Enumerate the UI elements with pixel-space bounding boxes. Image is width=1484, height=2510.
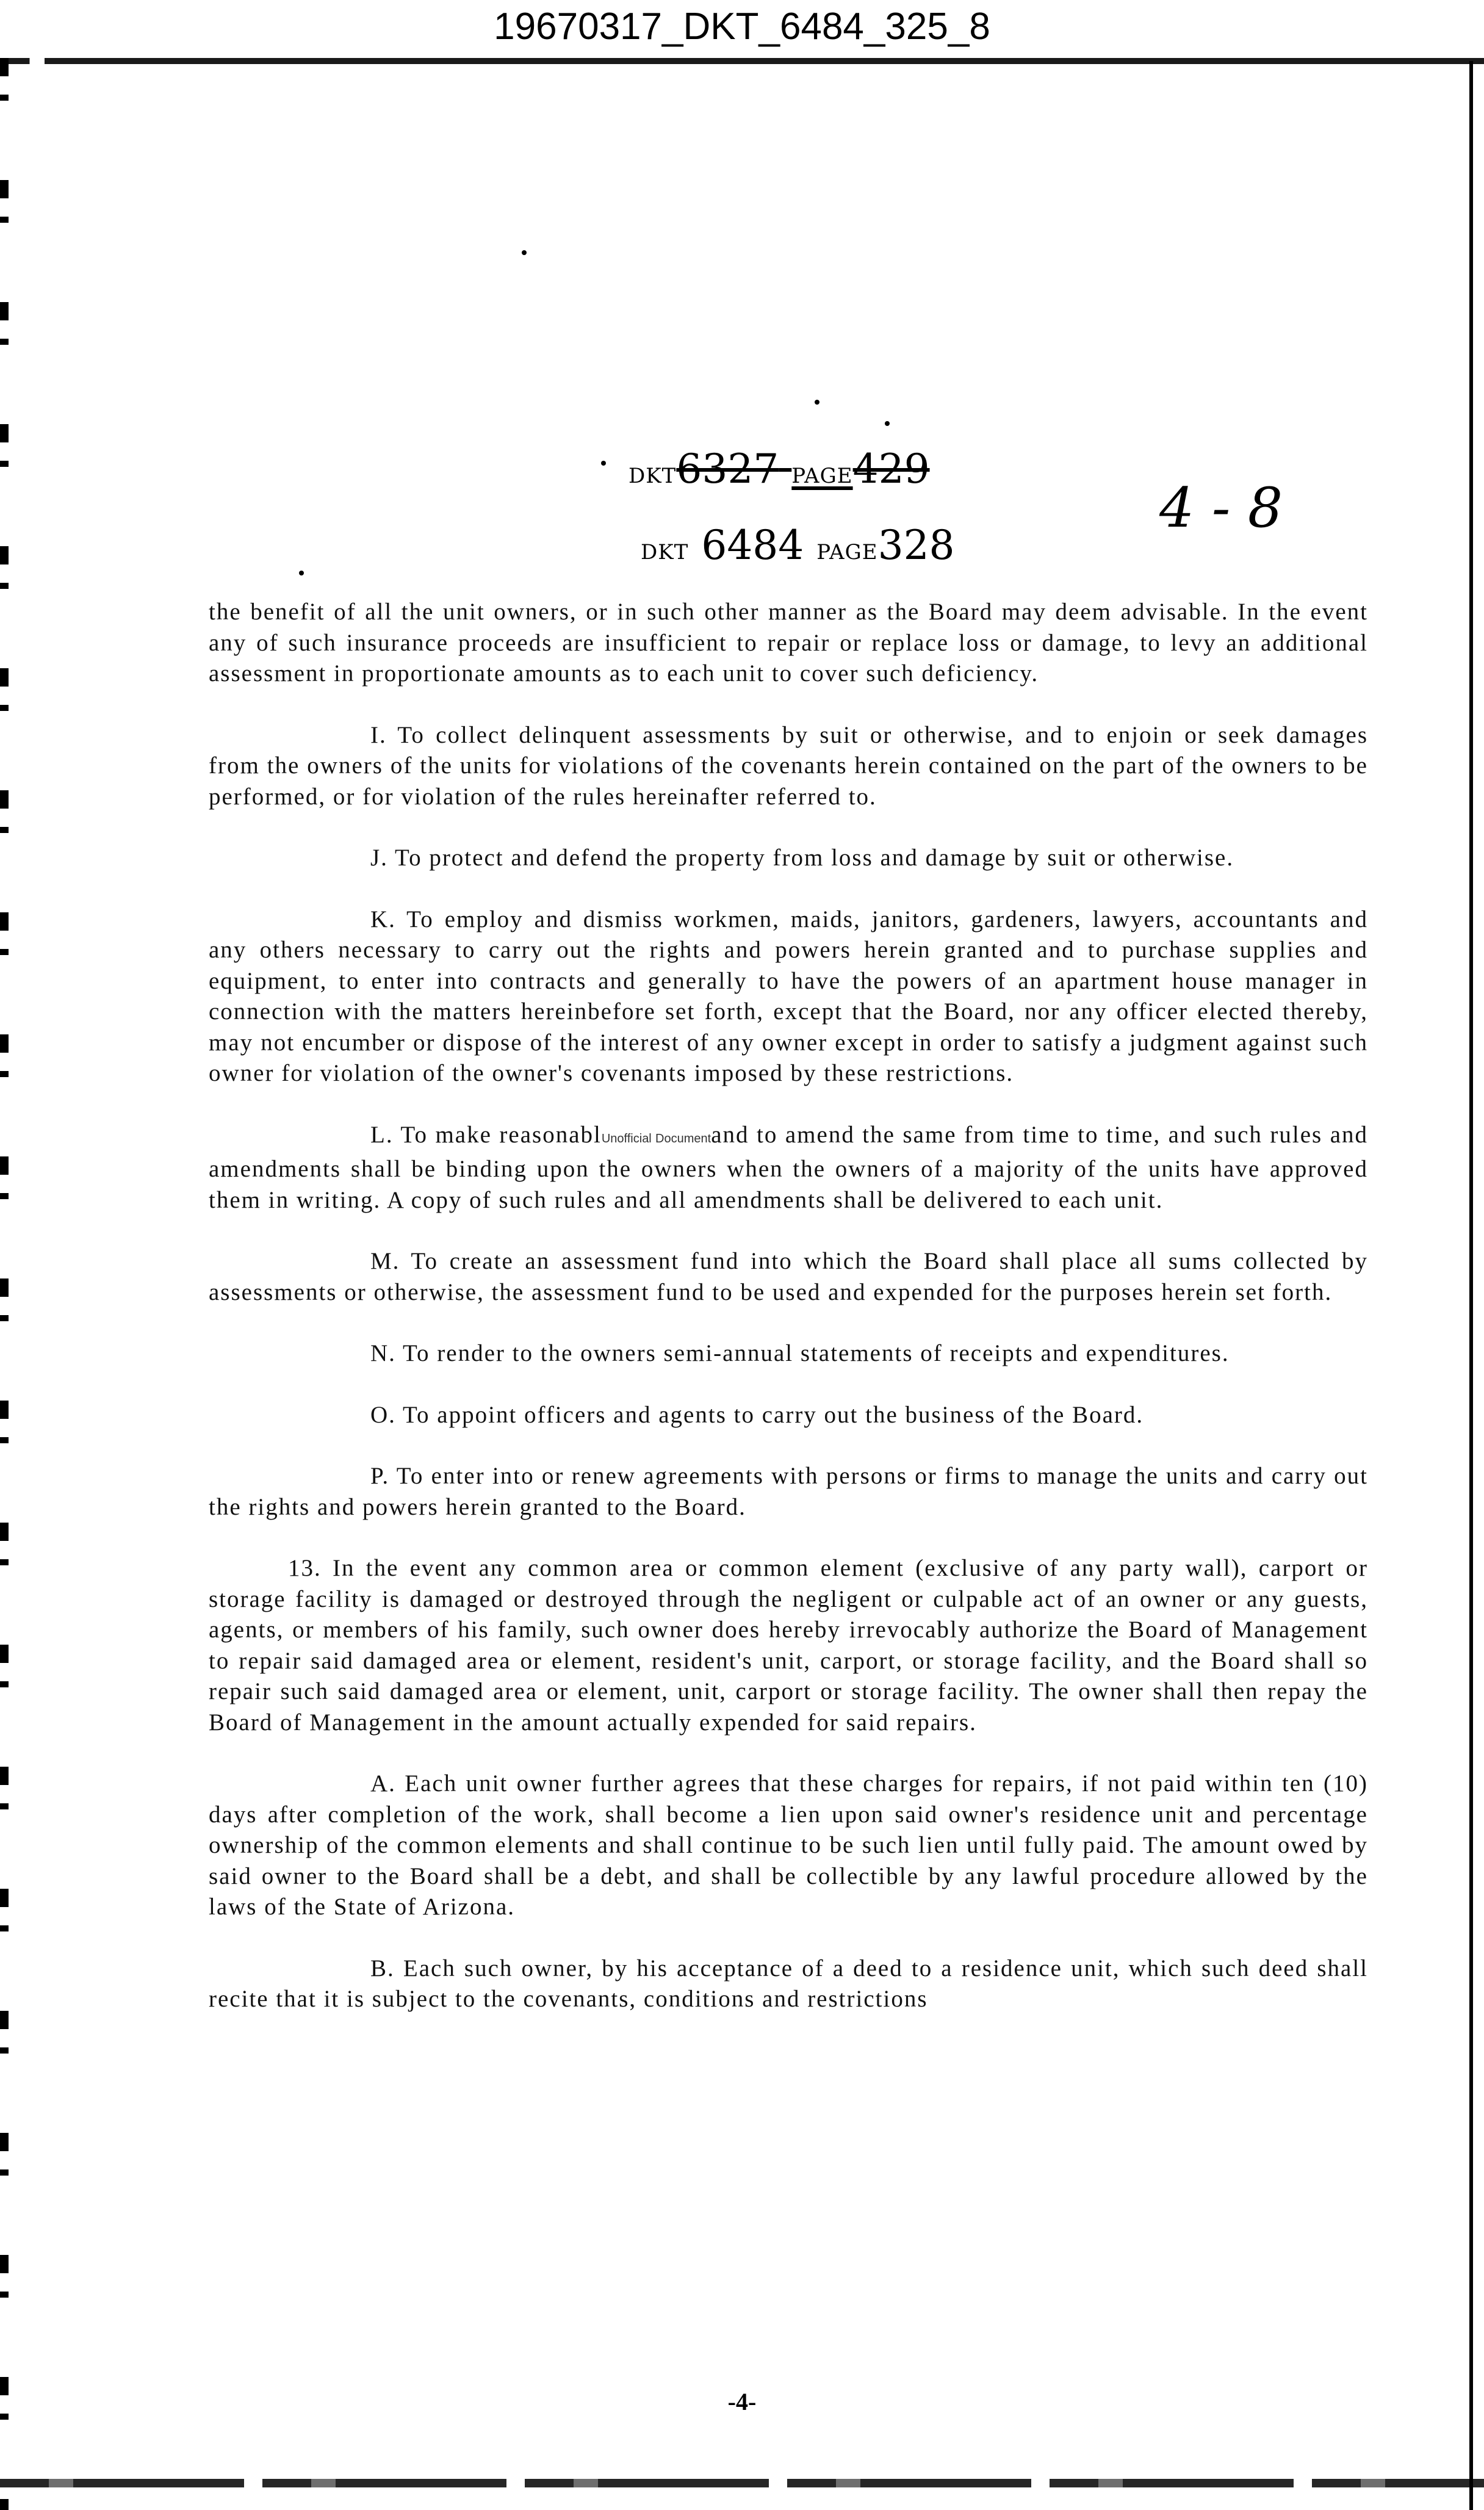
scan-speck <box>815 400 819 405</box>
stamp-page-label: PAGE <box>791 464 853 488</box>
paragraph-l-end: and to amend the same from time to time, and such rules and amendments shall be binding upon the owners when the owners of a majority of the units have approved them in writing. A copy of such rules and all amendments shall be delivered to each unit. <box>209 1121 1369 1213</box>
paragraph-b: B. Each such owner, by his acceptance of a deed to a residence unit, which such deed shall recite that it is subject to the covenants, conditions and restrictions <box>209 1955 1368 2012</box>
scan-border-top <box>0 58 1484 64</box>
paragraph-l-start: L. To make reasonabl <box>370 1121 602 1148</box>
paragraph-j: J. To protect and defend the property from loss and damage by suit or otherwise. <box>370 845 1234 871</box>
paragraph-m: M. To create an assessment fund into which the Board shall place all sums collected by assessments or otherwise, the assessment fund to be used and expended for the purposes herein set forth. <box>209 1248 1368 1305</box>
stamp-dkt-label: DKT <box>629 464 677 488</box>
paragraph-13: 13. In the event any common area or common element (exclusive of any party wall), carport or storage facility is damaged or destroyed through the negligent or culpable act of an owner or any guests, agents, or members of his family, such owner does hereby irrevocably authorize the Board of Management to repair said damaged area or element, resident's unit, carport, or storage facility, and the Board shall so repair such said damaged area or element, unit, carport or storage facility. The owner shall then repay the Board of Management in the amount actually expended for said repairs. <box>209 1555 1368 1736</box>
scan-speck <box>885 421 890 426</box>
stamp-book-number: 6484 <box>701 522 804 569</box>
paragraph-o: O. To appoint officers and agents to carry out the business of the Board. <box>370 1401 1144 1428</box>
stamp-page-number: 328 <box>877 522 955 569</box>
scan-border-right <box>1469 61 1473 2510</box>
document-body <box>209 597 1368 2046</box>
scan-border-left <box>0 58 9 2510</box>
paragraph-a: A. Each unit owner further agrees that these charges for repairs, if not paid within ten (10) days after completion of the work, shall become a lien upon said owner's residence unit and percentage ownership of the common elements and shall continue to be such lien until fully paid. The amount owed by said owner to the Board shall be a debt, and shall be collectible by any lawful procedure allowed by the laws of the State of Arizona. <box>209 1770 1368 1920</box>
paragraph-p: P. To enter into or renew agreements with persons or firms to manage the units and carry out the rights and powers herein granted to the Board. <box>209 1463 1368 1520</box>
stamp-book-number: 6327 <box>676 445 779 492</box>
page-number: -4- <box>727 2388 757 2415</box>
handwritten-page-note: 4 - 8 <box>1159 476 1283 540</box>
unofficial-document-watermark: Unofficial Document <box>601 1131 711 1145</box>
paragraph-k: K. To employ and dismiss workmen, maids, janitors, gardeners, lawyers, accountants and any others necessary to carry out the rights and powers herein granted and to purchase supplies and equipment, to enter into contracts and generally to have the powers of an apartment house manager in connection with the matters hereinbefore set forth, except that the Board, nor any officer elected thereby, may not encumber or dispose of the interest of any owner except in order to satisfy a judgment against such owner for violation of the owner's covenants imposed by these restrictions. <box>209 906 1368 1086</box>
stamp-page-number: 429 <box>852 445 930 492</box>
scan-border-bottom <box>0 2479 1484 2487</box>
stamp-page-label: PAGE <box>816 540 878 564</box>
paragraph-intro: the benefit of all the unit owners, or in such other manner as the Board may deem advisable. In the event any of such insurance proceeds are insufficient to repair or replace loss or damage, to levy an additional assessment in proportionate amounts as to each unit to cover such deficiency. <box>209 599 1368 687</box>
paragraph-i: I. To collect delinquent assessments by suit or otherwise, and to enjoin or seek damages from the owners of the units for violations of the covenants herein contained on the part of the owners to be performed, or for violation of the rules hereinafter referred to. <box>209 721 1368 810</box>
paragraph-l <box>209 1120 1368 1216</box>
scan-speck <box>601 461 606 466</box>
book-page-stamp-original <box>629 445 930 492</box>
scan-speck <box>522 250 527 255</box>
book-page-stamp-current <box>641 522 955 569</box>
paragraph-n: N. To render to the owners semi-annual statements of receipts and expenditures. <box>370 1340 1230 1366</box>
document-id-header: 19670317_DKT_6484_325_8 <box>494 5 990 48</box>
stamp-dkt-label: DKT <box>641 540 689 564</box>
scan-speck <box>299 571 304 575</box>
